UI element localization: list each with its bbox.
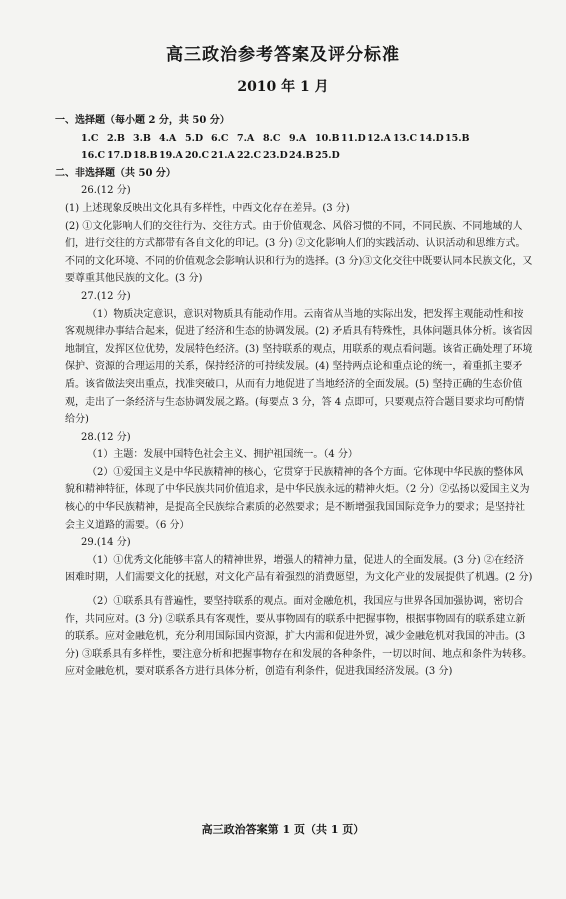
q26-answer-1: (1) 上述现象反映出文化具有多样性，中西文化存在差异。(3 分) <box>65 202 350 214</box>
answer-item: 16.C <box>81 150 106 162</box>
q26-answer-2: (2) ①文化影响人们的交往行为、交往方式。由于价值观念、风俗习惯的不同，不同民族、不同地域的人们，进行交往的方式都带有各自文化的印记。(3 分) ②文化影响人们的实践活动、认识活动和思维方式。不同的文化环境、不同的价值观念会影响认识和行为的选择。(3 分)③文化交往中既要认同本民族文化，又要尊重其他民族的文化。(3 分) <box>65 220 533 285</box>
document-title: 高三政治参考答案及评分标准 <box>166 45 400 65</box>
answer-item: 3.B <box>133 132 151 144</box>
answer-item: 23.D <box>263 150 288 162</box>
document-date: 2010 年 1 月 <box>237 79 329 95</box>
answer-item: 12.A <box>367 132 391 144</box>
answer-item: 11.D <box>341 132 366 144</box>
answer-item: 5.D <box>185 132 204 144</box>
answer-item: 24.B <box>289 150 314 162</box>
q27-answer-1: （1）物质决定意识，意识对物质具有能动作用。云南省从当地的实际出发，把发挥主观能动性和按客观规律办事结合起来，促进了经济和生态的协调发展。(2) 矛盾具有特殊性，具体问题具体分析。该省因地制宜，发挥区位优势，发展特色经济。(3) 坚持联系的观点，用联系的观点看问题。该省正确处理了环境保护、资源的合理运用的关系，保持经济的可持续发展。(4) 坚持两点论和重点论的统一，着重抓主要矛盾。该省做法突出重点，找准突破口，从而有力地促进了当地经济的全面发展。(5) 坚持正确的生态价值观，走出了一条经济与生态协调发展之路。(每要点 3 分，答 4 点即可，只要观点符合题目要求均可酌情给分) <box>65 308 533 426</box>
page-footer: 高三政治答案第 1 页（共 1 页） <box>201 823 365 836</box>
answer-item: 6.C <box>211 132 229 144</box>
answer-item: 13.C <box>393 132 418 144</box>
answer-item: 4.A <box>159 132 177 144</box>
answer-item: 8.C <box>263 132 281 144</box>
answer-item: 14.D <box>419 132 444 144</box>
section-2-heading: 二、非选择题（共 50 分） <box>55 167 176 179</box>
answer-item: 19.A <box>159 150 183 162</box>
answer-item: 25.D <box>315 150 340 162</box>
q29-answer-2: （2）①联系具有普遍性，要坚持联系的观点。面对金融危机，我国应与世界各国加强协调，密切合作，共同应对。(3 分) ②联系具有客观性，要从事物固有的联系中把握事物，根据事物固有的联系建立新的联系。应对金融危机，充分利用国际国内资源，扩大内需和促进外贸，减少金融危机对我国的冲击。(3 分) ③联系具有多样性，要注意分析和把握事物存在和发展的各种条件，一切以时间、地点和条件为转移。应对金融危机，要对联系各方进行具体分析，创造有利条件，促进我国经济发展。(3 分) <box>65 596 533 678</box>
answer-item: 2.B <box>107 132 125 144</box>
answer-item: 21.A <box>211 150 235 162</box>
q26-heading: 26.(12 分) <box>81 185 131 197</box>
answer-item: 17.D <box>107 150 132 162</box>
answer-item: 9.A <box>289 132 307 144</box>
q28-answer-1: （1）主题：发展中国特色社会主义、拥护祖国统一。（4 分） <box>87 449 358 461</box>
answer-item: 7.A <box>237 132 255 144</box>
answer-item: 10.B <box>315 132 340 144</box>
q29-heading: 29.(14 分) <box>81 537 131 549</box>
answer-item: 15.B <box>445 132 470 144</box>
q28-answer-2: （2）①爱国主义是中华民族精神的核心，它贯穿于民族精神的各个方面。它体现中华民族的整体风貌和精神特征，体现了中华民族共同价值追求，是中华民族永远的精神火炬。（2 分）②弘扬以爱国主义为核心的中华民族精神，是提高全民族综合素质的必然要求；是不断增强我国国际竞争力的要求；是坚持社会主义道路的需要。（6 分） <box>65 466 530 531</box>
q27-heading: 27.(12 分) <box>81 290 131 302</box>
q28-heading: 28.(12 分) <box>81 431 131 443</box>
q29-answer-1: （1）①优秀文化能够丰富人的精神世界，增强人的精神力量，促进人的全面发展。(3 分) ②在经济困难时期，人们需要文化的抚慰，对文化产品有着强烈的消费愿望，为文化产业的发展提供了机遇。(2 分) <box>65 554 533 584</box>
document-content <box>55 112 533 681</box>
answers-row-1 <box>55 130 533 148</box>
answers-row-2 <box>55 147 533 165</box>
answer-item: 22.C <box>237 150 262 162</box>
answer-item: 1.C <box>81 132 99 144</box>
section-1-heading: 一、选择题（每小题 2 分，共 50 分） <box>55 115 230 126</box>
answer-item: 20.C <box>185 150 210 162</box>
answer-item: 18.B <box>133 150 158 162</box>
